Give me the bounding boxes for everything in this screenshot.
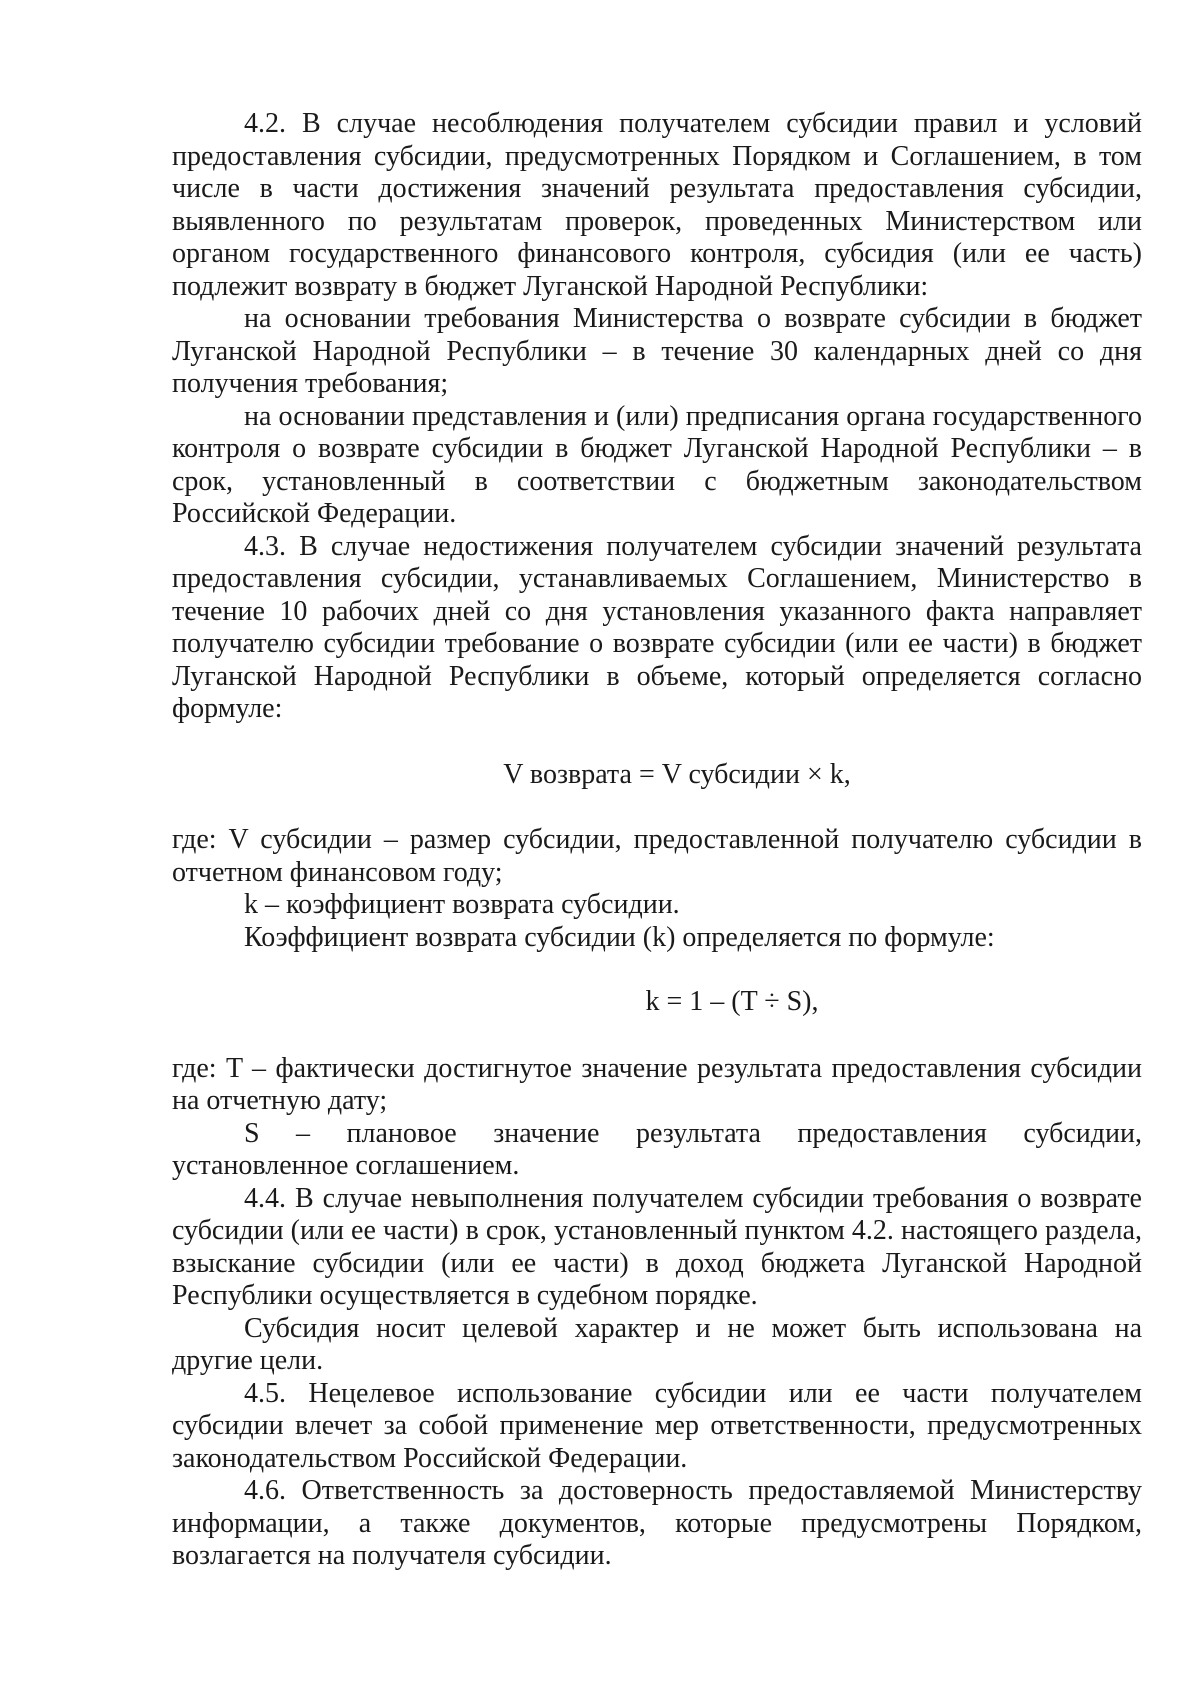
paragraph-control-return: на основании представления и (или) предписания органа государственного контроля о возврате субсидии в бюджет Луганской Народной Республики – в срок, установленный в соответствии с бюджетным законодательством Российской Федерации.: [172, 400, 1142, 529]
paragraph-v-definition: где: V субсидии – размер субсидии, предоставленной получателю субсидии в отчетном финансовом году;: [172, 824, 1142, 888]
paragraph-k-formula-intro: Коэффициент возврата субсидии (k) определяется по формуле:: [244, 921, 995, 953]
paragraph-s-definition: S – плановое значение результата предоставления субсидии, установленное соглашением.: [172, 1117, 1142, 1181]
paragraph-target-purpose: Субсидия носит целевой характер и не может быть использована на другие цели.: [172, 1312, 1142, 1376]
paragraph-t-definition: где: T – фактически достигнутое значение результата предоставления субсидии на отчетную дату;: [172, 1052, 1142, 1116]
formula-coefficient: k = 1 – (T ÷ S),: [645, 986, 819, 1017]
formula-return-volume: V возврата = V субсидии × k,: [503, 758, 851, 790]
paragraph-k-definition: k – коэффициент возврата субсидии.: [244, 889, 680, 920]
paragraph-4-3: 4.3. В случае недостижения получателем субсидии значений результата предоставления субсидии, устанавливаемых Соглашением, Министерство в течение 10 рабочих дней со дня установления указанного факта направляет получателю субсидии требование о возврате субсидии (или ее части) в бюджет Луганской Народной Республики в объеме, который определяется согласно формуле:: [172, 530, 1142, 724]
paragraph-4-6: 4.6. Ответственность за достоверность предоставляемой Министерству информации, а также документов, которые предусмотрены Порядком, возлагается на получателя субсидии.: [172, 1475, 1142, 1571]
paragraph-4-2: 4.2. В случае несоблюдения получателем субсидии правил и условий предоставления субсидии, предусмотренных Порядком и Соглашением, в том числе в части достижения значений результата предоставления субсидии, выявленного по результатам проверок, проведенных Министерством или органом государственного финансового контроля, субсидия (или ее часть) подлежит возврату в бюджет Луганской Народной Республики:: [172, 108, 1142, 302]
document-page: [172, 108, 1142, 1573]
paragraph-4-4: 4.4. В случае невыполнения получателем субсидии требования о возврате субсидии (или ее части) в срок, установленный пунктом 4.2. настоящего раздела, взыскание субсидии (или ее части) в доход бюджета Луганской Народной Республики осуществляется в судебном порядке.: [172, 1182, 1142, 1311]
paragraph-4-5: 4.5. Нецелевое использование субсидии или ее части получателем субсидии влечет за собой применение мер ответственности, предусмотренных законодательством Российской Федерации.: [172, 1377, 1142, 1474]
paragraph-requirement-return: на основании требования Министерства о возврате субсидии в бюджет Луганской Народной Республики – в течение 30 календарных дней со дня получения требования;: [172, 303, 1142, 399]
